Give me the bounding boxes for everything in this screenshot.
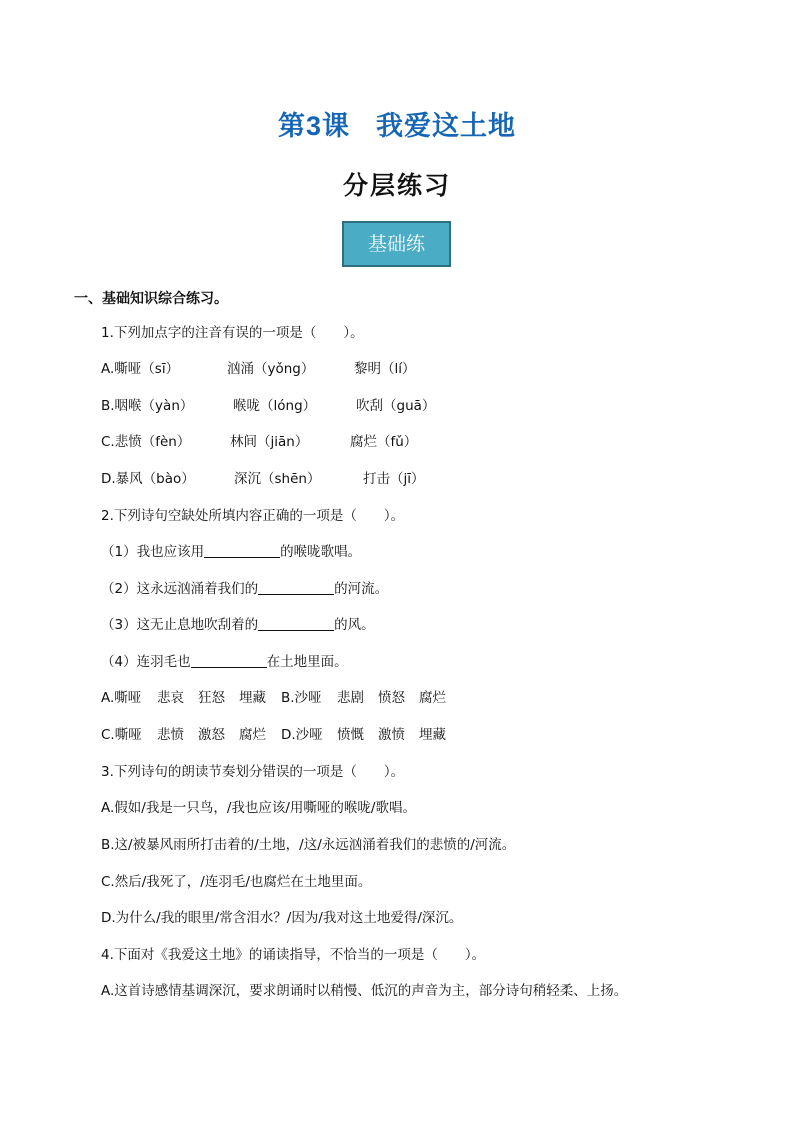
q2-options-cd: [101, 723, 701, 743]
q1-b-3: 吹刮（guā）: [356, 398, 436, 414]
q2-opt: D.沙哑: [281, 727, 323, 743]
answer-blank: [258, 580, 334, 595]
q1-c-3: 腐烂（fǔ）: [350, 434, 418, 450]
q3-option-a: A.假如/我是一只鸟，/我也应该/用嘶哑的喉咙/歌唱。: [101, 800, 416, 816]
q2-opt: 激怒: [198, 727, 225, 743]
q2-opt: A.嘶哑: [101, 690, 142, 706]
q3-stem: 3.下列诗句的朗读节奏划分错误的一项是（ ）。: [101, 764, 405, 780]
q3-option-c: C.然后/我死了，/连羽毛/也腐烂在土地里面。: [101, 874, 372, 890]
q2-opt: 愤怒: [378, 690, 405, 706]
level-badge: 基础练: [342, 221, 451, 267]
q2-b3-after: 的风。: [334, 617, 375, 633]
q2-blank-2: [101, 577, 388, 597]
q2-b4-after: 在土地里面。: [266, 654, 348, 670]
q2-b1-after: 的喉咙歌唱。: [280, 544, 362, 560]
q3-option-b: B.这/被暴风雨所打击着的/土地，/这/永远汹涌着我们的悲愤的/河流。: [101, 837, 516, 853]
q1-option-d: [101, 467, 701, 487]
q2-b1-before: （1）我也应该用: [101, 544, 205, 560]
q1-d-3: 打击（jī）: [363, 471, 425, 487]
q1-a-2: 汹涌（yǒng）: [227, 361, 315, 377]
lesson-title: [0, 104, 794, 143]
q1-d-1: D.暴风（bào）: [101, 471, 195, 487]
q2-options-ab: [101, 686, 701, 706]
q1-a-3: 黎明（lí）: [354, 361, 416, 377]
q2-b2-after: 的河流。: [334, 581, 389, 597]
q1-option-c: [101, 430, 701, 450]
q2-opt: C.嘶哑: [101, 727, 142, 743]
subtitle: 分层练习: [342, 171, 451, 200]
q1-option-a: [101, 357, 701, 377]
answer-blank: [258, 616, 334, 631]
q2-opt: 埋藏: [239, 690, 266, 706]
answer-blank: [191, 653, 267, 668]
q2-b2-before: （2）这永远汹涌着我们的: [101, 581, 259, 597]
q2-opt: B.沙哑: [281, 690, 322, 706]
q2-opt: 悲愤: [157, 727, 184, 743]
lesson-prefix: 第: [277, 111, 306, 142]
lesson-suffix: 课: [322, 111, 351, 142]
q3-option-d: D.为什么/我的眼里/常含泪水？/因为/我对这土地爱得/深沉。: [101, 910, 463, 926]
q1-stem: 1.下列加点字的注音有误的一项是（ ）。: [101, 325, 364, 341]
q2-opt: 激愤: [378, 727, 405, 743]
q2-blank-3: [101, 613, 375, 633]
q1-c-1: C.悲愤（fèn）: [101, 434, 191, 450]
q2-opt: 腐烂: [419, 690, 446, 706]
q2-stem: 2.下列诗句空缺处所填内容正确的一项是（ ）。: [101, 508, 405, 524]
q2-opt: 腐烂: [239, 727, 266, 743]
answer-blank: [204, 543, 280, 558]
section-heading: 一、基础知识综合练习。: [74, 291, 228, 307]
q2-opt: 悲哀: [157, 690, 184, 706]
q1-d-2: 深沉（shēn）: [234, 471, 321, 487]
q2-opt: 悲剧: [337, 690, 364, 706]
q1-option-b: [101, 394, 701, 414]
q2-b4-before: （4）连羽毛也: [101, 654, 191, 670]
lesson-name: 我爱这土地: [376, 111, 517, 142]
q2-b3-before: （3）这无止息地吹刮着的: [101, 617, 259, 633]
q2-opt: 埋藏: [419, 727, 446, 743]
q1-a-1: A.嘶哑（sī）: [101, 361, 180, 377]
q2-blank-4: [101, 650, 348, 670]
q2-blank-1: [101, 540, 361, 560]
q1-b-2: 喉咙（lóng）: [233, 398, 317, 414]
q4-option-a: A.这首诗感情基调深沉，要求朗诵时以稍慢、低沉的声音为主，部分诗句稍轻柔、上扬。: [101, 983, 628, 999]
q1-b-1: B.咽喉（yàn）: [101, 398, 194, 414]
q2-opt: 愤慨: [337, 727, 364, 743]
q1-c-2: 林间（jiān）: [230, 434, 309, 450]
q2-opt: 狂怒: [198, 690, 225, 706]
q4-stem: 4.下面对《我爱这土地》的诵读指导，不恰当的一项是（ ）。: [101, 947, 486, 963]
lesson-number: 3: [305, 111, 323, 141]
